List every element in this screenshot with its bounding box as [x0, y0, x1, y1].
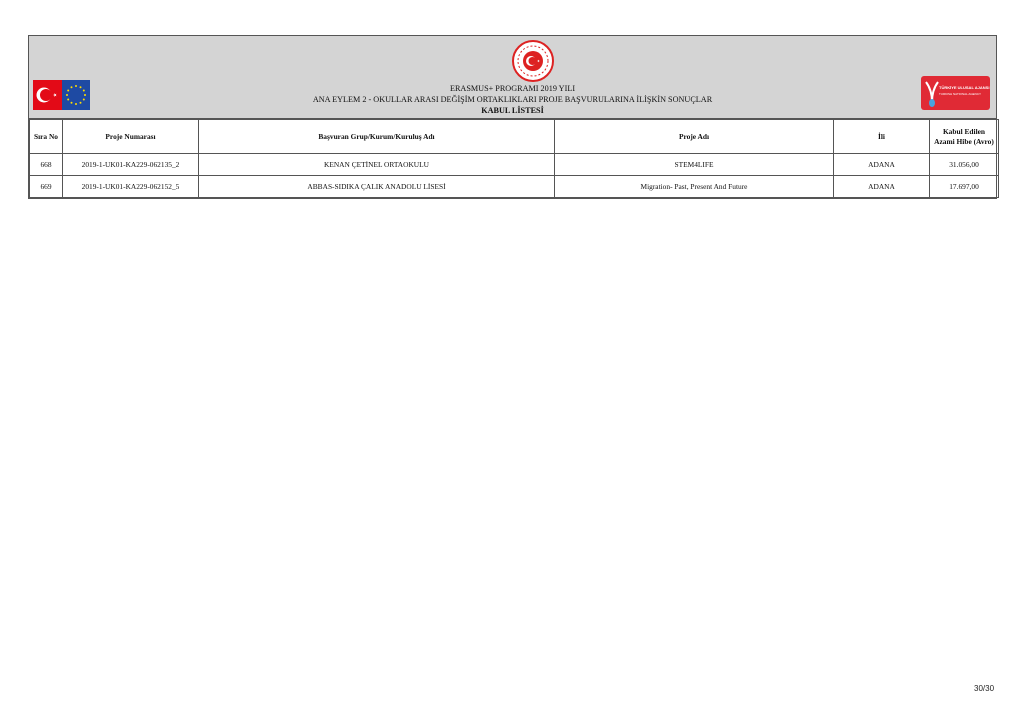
cell-ili: ADANA	[834, 154, 930, 176]
results-sheet	[28, 35, 997, 199]
cell-basvuran: ABBAS-SIDIKA ÇALIK ANADOLU LİSESİ	[199, 176, 555, 198]
column-header-hibe: Kabul Edilen Azami Hibe (Avro)	[930, 120, 999, 154]
cell-basvuran: KENAN ÇETİNEL ORTAOKULU	[199, 154, 555, 176]
national-agency-logo-icon	[921, 76, 990, 110]
cell-sira-no: 668	[30, 154, 63, 176]
table-header-row	[30, 120, 999, 154]
document-title	[29, 83, 996, 116]
title-line-2: ANA EYLEM 2 - OKULLAR ARASI DEĞİŞİM ORTAKLIKLARI PROJE BAŞVURULARINA İLİŞKİN SONUÇLAR	[312, 95, 713, 104]
cell-proje-adi: STEM4LIFE	[555, 154, 834, 176]
agency-logo-text: TÜRKİYE ULUSAL AJANSI	[939, 85, 990, 90]
table-row	[30, 176, 999, 198]
results-table	[29, 119, 999, 198]
cell-proje-adi: Migration- Past, Present And Future	[555, 176, 834, 198]
title-line-3: KABUL LİSTESİ	[481, 106, 544, 115]
column-header-ili: İli	[834, 120, 930, 154]
column-header-sira-no: Sıra No	[30, 120, 63, 154]
ministry-seal-icon	[511, 39, 555, 83]
cell-proje-numarasi: 2019-1-UK01-KA229-062152_5	[63, 176, 199, 198]
title-line-1: ERASMUS+ PROGRAMI 2019 YILI	[449, 84, 576, 93]
cell-proje-numarasi: 2019-1-UK01-KA229-062135_2	[63, 154, 199, 176]
page-number: 30/30	[974, 684, 995, 693]
document-header	[29, 36, 996, 119]
cell-ili: ADANA	[834, 176, 930, 198]
cell-hibe: 31.056,00	[930, 154, 999, 176]
cell-sira-no: 669	[30, 176, 63, 198]
cell-hibe: 17.697,00	[930, 176, 999, 198]
column-header-basvuran: Başvuran Grup/Kurum/Kuruluş Adı	[199, 120, 555, 154]
column-header-proje-numarasi: Proje Numarası	[63, 120, 199, 154]
column-header-proje-adi: Proje Adı	[555, 120, 834, 154]
table-row	[30, 154, 999, 176]
agency-logo-subtext: TURKISH NATIONAL AGENCY	[939, 92, 982, 96]
